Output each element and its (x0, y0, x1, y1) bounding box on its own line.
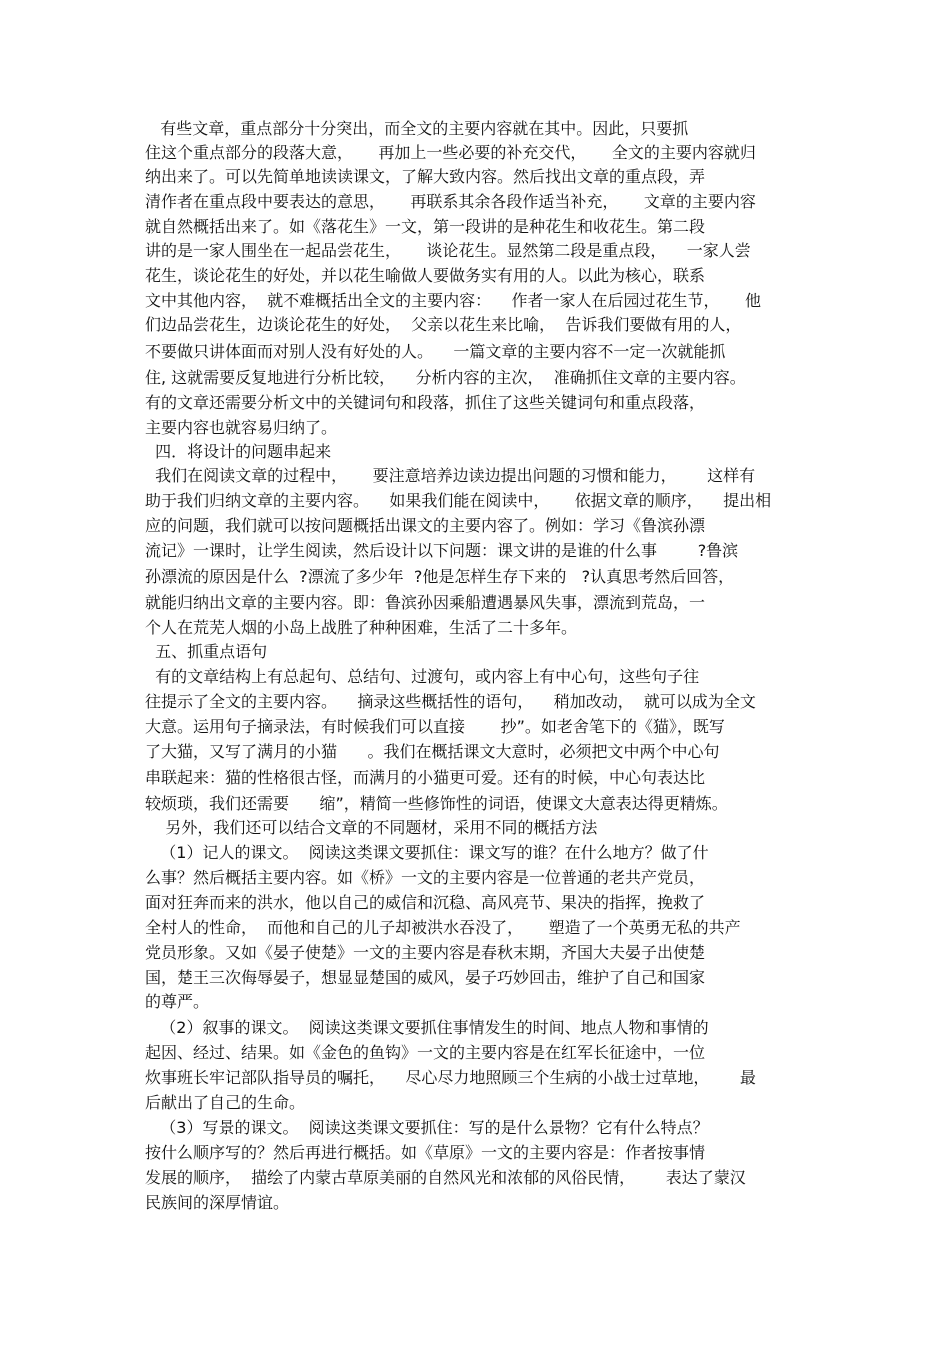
text-line: 大意。运用句子摘录法，有时候我们可以直接 抄”。如老舍笔下的《猫》，既写 (145, 717, 725, 736)
text-line: 起因、经过、结果。如《金色的鱼钩》一文的主要内容是在红军长征途中，一位 (145, 1043, 706, 1062)
text-line: 往提示了全文的主要内容。 摘录这些概括性的语句， 稍加改动， 就可以成为全文 (145, 692, 756, 711)
text-line: 后献出了自己的生命。 (145, 1093, 306, 1112)
text-line: 较烦琐，我们还需要 缩”，精简一些修饰性的词语，使课文大意表达得更精炼。 (145, 794, 728, 813)
text-line: （2）叙事的课文。 阅读这类课文要抓住事情发生的时间、地点人物和事情的 (145, 1018, 709, 1037)
text-line: 有的文章还需要分析文中的关键词句和段落，抓住了这些关键词句和重点段落， (145, 393, 706, 412)
text-line: 文中其他内容， 就不难概括出全文的主要内容： 作者一家人在后园过花生节， 他 (145, 291, 761, 310)
text-line: 么事？然后概括主要内容。如《桥》一文的主要内容是一位普通的老共产党员， (145, 868, 706, 887)
text-line: 住, 这就需要反复地进行分析比较， 分析内容的主次， 准确抓住文章的主要内容。 (145, 368, 746, 387)
section-heading: 五、抓重点语句 (145, 642, 268, 661)
text-line: 国，楚王三次侮辱晏子，想显显楚国的威风，晏子巧妙回击，维护了自己和国家 (145, 968, 706, 987)
text-line: 另外，我们还可以结合文章的不同题材，采用不同的概括方法 (145, 818, 598, 837)
text-line: 炊事班长牢记部队指导员的嘱托， 尽心尽力地照顾三个生病的小战士过草地， 最 (145, 1068, 756, 1087)
text-line: 住这个重点部分的段落大意， 再加上一些必要的补充交代， 全文的主要内容就归 (145, 143, 756, 162)
text-line: （1）记人的课文。 阅读这类课文要抓住：课文写的谁？在什么地方？做了什 (145, 843, 709, 862)
text-line: 讲的是一家人围坐在一起品尝花生， 谈论花生。显然第二段是重点段， 一家人尝 (145, 241, 751, 260)
text-line: 清作者在重点段中要表达的意思， 再联系其余各段作适当补充， 文章的主要内容 (145, 192, 756, 211)
text-line: 我们在阅读文章的过程中， 要注意培养边读边提出问题的习惯和能力， 这样有 (145, 466, 756, 485)
text-line: 有的文章结构上有总起句、总结句、过渡句，或内容上有中心句，这些句子往 (145, 667, 700, 686)
text-line: 孙漂流的原因是什么 ?漂流了多少年 ?他是怎样生存下来的 ?认真思考然后回答， (145, 567, 735, 586)
text-line: 就能归纳出文章的主要内容。即：鲁滨孙因乘船遭遇暴风失事，漂流到荒岛，一 (145, 593, 706, 612)
text-line: 的尊严。 (145, 992, 210, 1011)
text-line: 个人在荒芜人烟的小岛上战胜了种种困难，生活了二十多年。 (145, 618, 578, 637)
section-heading: 四．将设计的问题串起来 (145, 442, 332, 461)
text-line: 按什么顺序写的？然后再进行概括。如《草原》一文的主要内容是：作者按事情 (145, 1143, 706, 1162)
text-line: 全村人的性命， 而他和自己的儿子却被洪水吞没了， 塑造了一个英勇无私的共产 (145, 918, 741, 937)
text-line: 助于我们归纳文章的主要内容。 如果我们能在阅读中， 依据文章的顺序， 提出相 (145, 491, 772, 510)
text-line: 不要做只讲体面而对别人没有好处的人。 一篇文章的主要内容不一定一次就能抓 (145, 342, 726, 361)
text-line: 应的问题，我们就可以按问题概括出课文的主要内容了。例如：学习《鲁滨孙漂 (145, 516, 706, 535)
text-line: 串联起来：猫的性格很古怪，而满月的小猫更可爱。还有的时候，中心句表达比 (145, 768, 706, 787)
text-line: 们边品尝花生，边谈论花生的好处， 父亲以花生来比喻， 告诉我们要做有用的人， (145, 315, 742, 334)
text-line: 就自然概括出来了。如《落花生》一文，第一段讲的是种花生和收花生。第二段 (145, 217, 706, 236)
text-line: 面对狂奔而来的洪水，他以自己的威信和沉稳、高风亮节、果决的指挥，挽救了 (145, 893, 706, 912)
text-line: 纳出来了。可以先简单地读读课文，了解大致内容。然后找出文章的重点段，弄 (145, 167, 706, 186)
text-line: 民族间的深厚情谊。 (145, 1193, 290, 1212)
text-line: 流记》一课时，让学生阅读，然后设计以下问题：课文讲的是谁的什么事 ?鲁滨 (145, 541, 739, 560)
text-line: 有些文章，重点部分十分突出，而全文的主要内容就在其中。因此，只要抓 (145, 119, 689, 138)
text-line: 党员形象。又如《晏子使楚》一文的主要内容是春秋末期，齐国大夫晏子出使楚 (145, 943, 706, 962)
text-line: 发展的顺序， 描绘了内蒙古草原美丽的自然风光和浓郁的风俗民情， 表达了蒙汉 (145, 1168, 746, 1187)
text-line: （3）写景的课文。 阅读这类课文要抓住：写的是什么景物？它有什么特点？ (145, 1118, 709, 1137)
text-line: 了大猫，又写了满月的小猫 。我们在概括课文大意时，必须把文中两个中心句 (145, 742, 720, 761)
text-line: 花生，谈论花生的好处，并以花生喻做人要做务实有用的人。以此为核心，联系 (145, 266, 706, 285)
text-line: 主要内容也就容易归纳了。 (145, 418, 338, 437)
